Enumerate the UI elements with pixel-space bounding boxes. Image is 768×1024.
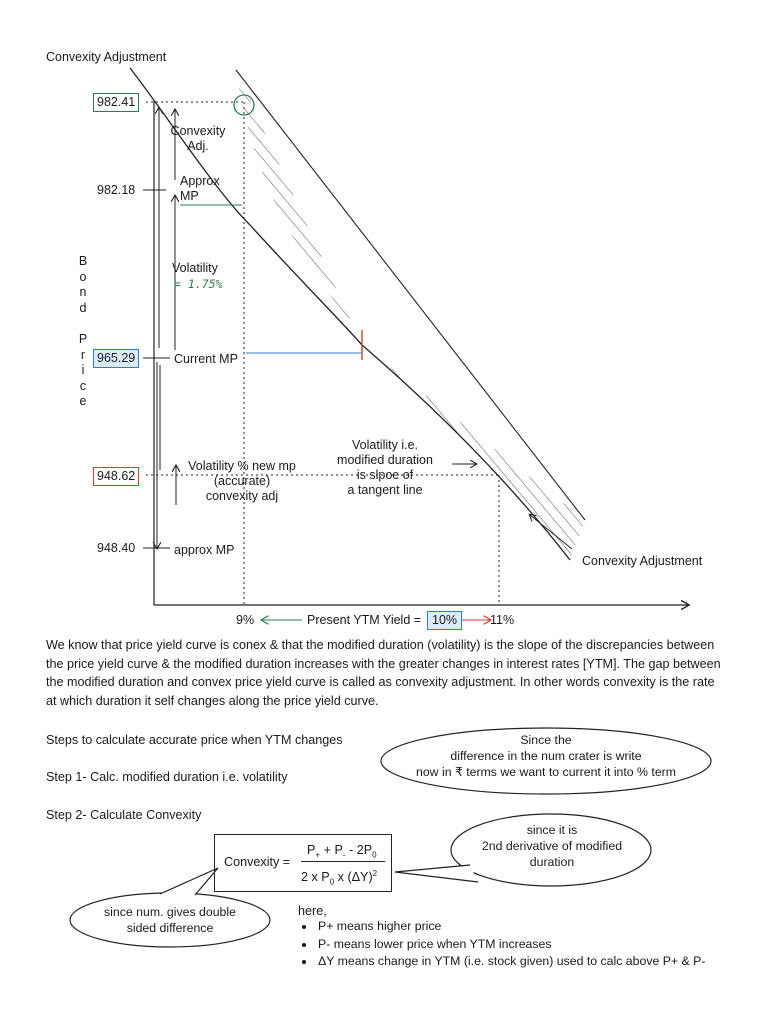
callout-top-right: Since the difference in the num crater is write now in ₹ terms we want to current it into % term xyxy=(416,733,676,779)
price-box-982-41: 982.41 xyxy=(93,93,139,112)
here-label: here, xyxy=(298,904,327,918)
price-box-948-62: 948.62 xyxy=(93,467,139,486)
note-bullet-3: • ΔY means change in YTM (i.e. stock given) used to calc above P+ & P- xyxy=(316,953,705,971)
volatility-new-mp-label: Volatility % new mp (accurate) convexity adj xyxy=(188,459,296,503)
yield-11-label: 11% xyxy=(490,613,515,627)
convexity-adjustment-right-label: Convexity Adjustment xyxy=(582,554,703,568)
price-948-40: 948.40 xyxy=(97,541,136,555)
current-mp-label: Current MP xyxy=(174,352,238,366)
y-axis-label: B o n d P r i c e xyxy=(78,254,88,409)
price-982-18: 982.18 xyxy=(97,183,136,197)
diagram-title: Convexity Adjustment xyxy=(46,50,167,64)
tangent-annotation: Volatility i.e. modified duration is slpoe of a tangent line xyxy=(337,438,433,497)
note-bullet-1: • P+ means higher price xyxy=(316,918,705,936)
fraction-bar xyxy=(301,861,385,862)
callout-left: since num. gives double sided difference xyxy=(104,905,236,935)
volatility-handwritten-value: = 1.75% xyxy=(174,277,223,291)
present-ytm-value-box: 10% xyxy=(427,611,462,630)
approx-mp-lower-label: approx MP xyxy=(174,543,235,557)
present-ytm-label: Present YTM Yield = xyxy=(307,613,422,627)
callout-middle-right: since it is 2nd derivative of modified duration xyxy=(481,823,623,869)
convexity-formula-box xyxy=(214,834,392,892)
formula-numerator: $P_+ + P_- - 2P_0$ xyxy=(307,843,377,860)
explanation-paragraph: We know that price yield curve is conex & that the modified duration (volatility) is the slope of the discrepancies between the price yield curve & the modified duration increases with the greater changes in interest rates [YTM]. The gap between the modified duration and convex price yield curve is called as convexity adjustment. In other words convexity is the rate at which duration it self changes along the price yield curve. xyxy=(46,638,721,708)
formula-label: Convexity = xyxy=(224,855,291,869)
step-2: Step 2- Calculate Convexity xyxy=(46,808,202,822)
convexity-adj-label: Convexity Adj. xyxy=(170,124,226,153)
note-bullet-2: • P- means lower price when YTM increases xyxy=(316,936,705,954)
formula-denominator: 2 x $P_0$ x $(\Delta Y)^2$ xyxy=(301,869,378,887)
step-1: Step 1- Calc. modified duration i.e. volatility xyxy=(46,770,288,784)
approx-mp-upper-label: Approx MP xyxy=(180,174,220,203)
volatility-label: Volatility xyxy=(172,261,218,275)
notes-list xyxy=(298,918,705,971)
price-box-965-29: 965.29 xyxy=(93,349,139,368)
steps-heading: Steps to calculate accurate price when YTM changes xyxy=(46,733,343,747)
yield-9-label: 9% xyxy=(236,613,255,627)
